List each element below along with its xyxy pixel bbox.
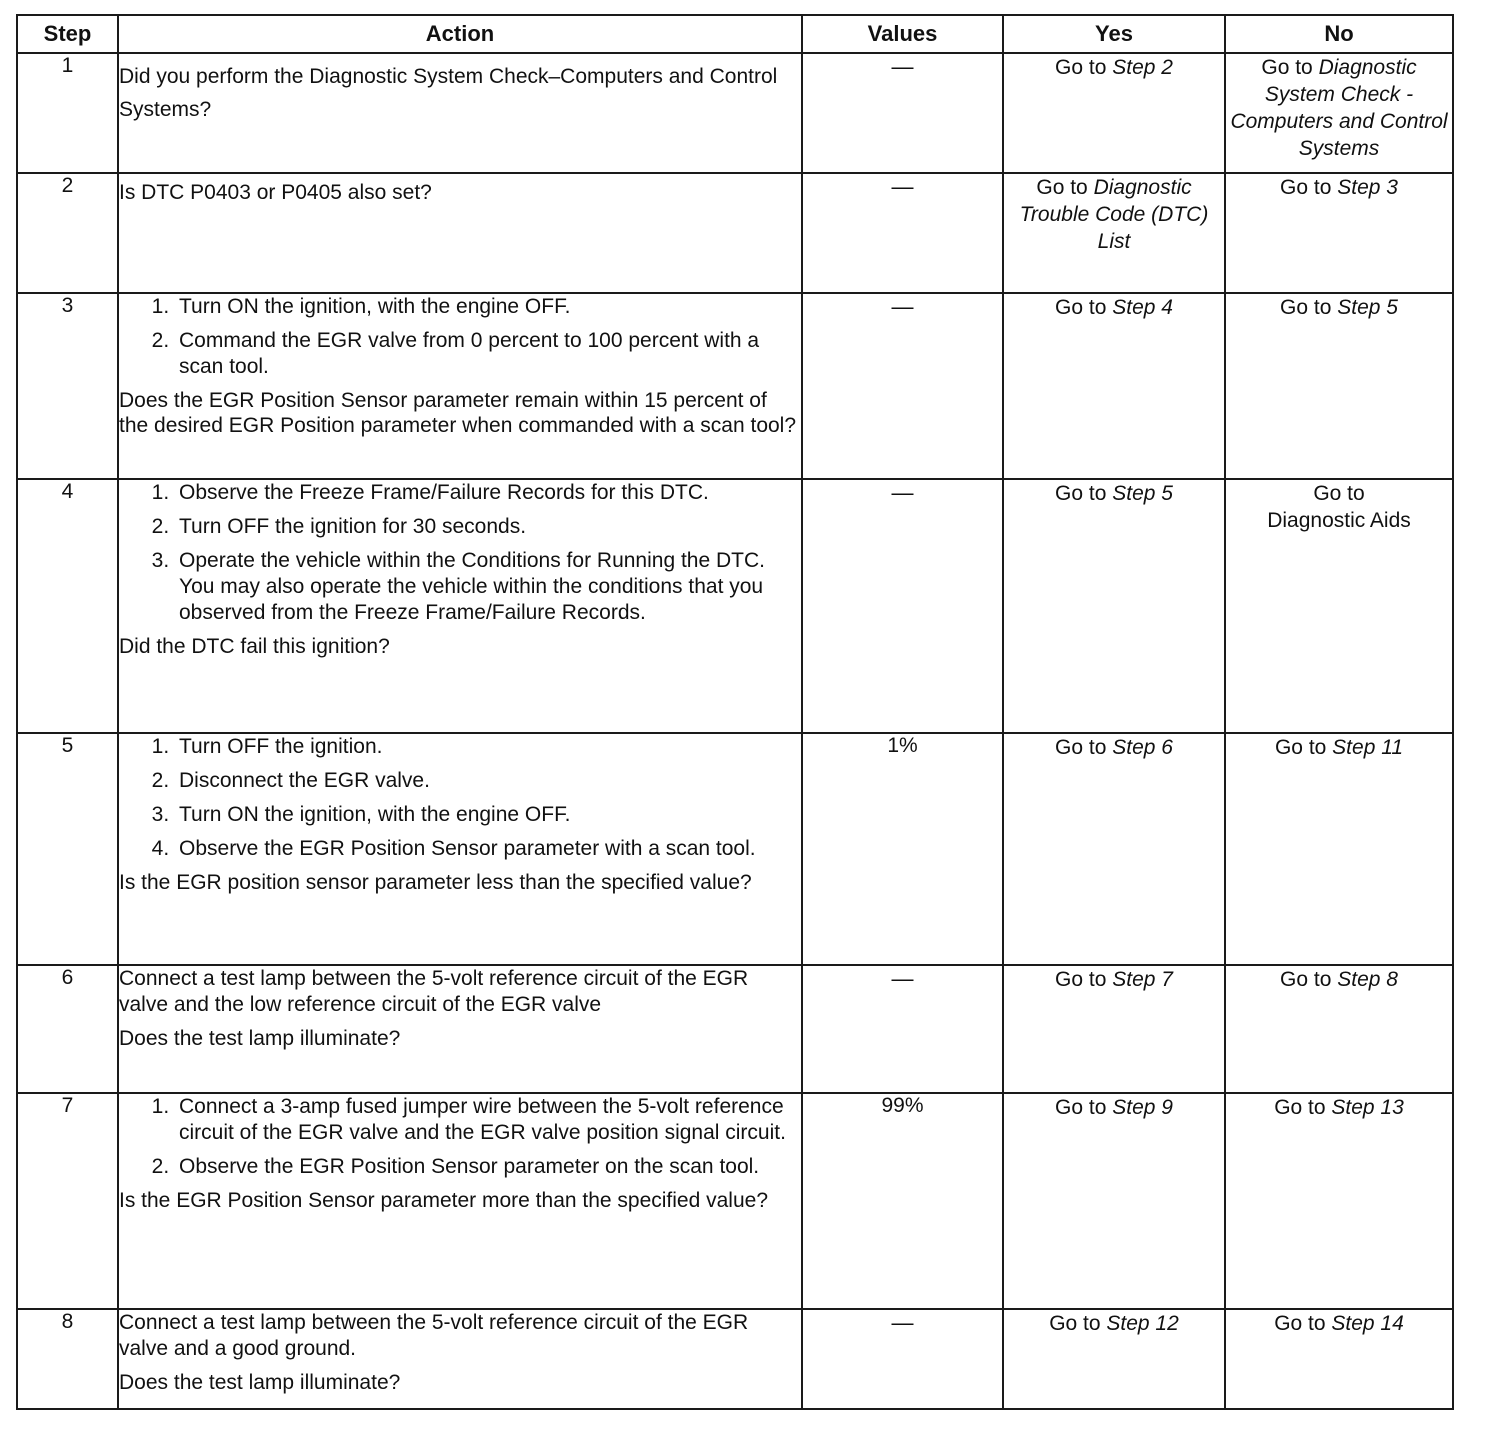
yes-ref: Step 2 — [1112, 56, 1173, 79]
action-steps — [119, 294, 801, 380]
action-cell — [118, 1309, 802, 1409]
action-steps — [119, 734, 801, 862]
yes-prefix: Go to — [1055, 1096, 1113, 1119]
no-cell — [1225, 293, 1453, 479]
yes-cell — [1003, 173, 1225, 293]
table-row — [17, 173, 1453, 293]
table-row — [17, 479, 1453, 733]
step-number: 1 — [17, 53, 118, 173]
table-row — [17, 733, 1453, 965]
no-ref: Step 5 — [1337, 296, 1398, 319]
table-row — [17, 293, 1453, 479]
header-values: Values — [802, 15, 1003, 53]
action-step: 2. Observe the EGR Position Sensor parameter on the scan tool. — [175, 1154, 801, 1180]
no-ref: Step 13 — [1331, 1096, 1404, 1119]
value-cell — [802, 1093, 1003, 1309]
action-step: 2. Turn OFF the ignition for 30 seconds. — [175, 514, 801, 540]
action-step: 1. Connect a 3-amp fused jumper wire between the 5-volt reference circuit of the EGR valve and the EGR valve position signal circuit. — [175, 1094, 801, 1146]
no-prefix: Go to — [1274, 1312, 1332, 1335]
action-question: Is the EGR Position Sensor parameter more than the specified value? — [119, 1189, 769, 1212]
header-action: Action — [118, 15, 802, 53]
no-prefix: Go to — [1313, 482, 1365, 505]
header-yes: Yes — [1003, 15, 1225, 53]
action-step: 3. Operate the vehicle within the Conditions for Running the DTC. You may also operate the vehicle within the conditions that you observed from the Freeze Frame/Failure Records. — [175, 548, 801, 626]
action-steps — [119, 1094, 801, 1180]
action-cell — [118, 53, 802, 173]
no-prefix: Go to — [1274, 1096, 1332, 1119]
value-text: — — [891, 966, 914, 991]
no-cell — [1225, 965, 1453, 1093]
yes-cell — [1003, 53, 1225, 173]
action-cell — [118, 479, 802, 733]
action-cell — [118, 173, 802, 293]
table-row — [17, 53, 1453, 173]
yes-prefix: Go to — [1036, 176, 1094, 199]
action-text: Did you perform the Diagnostic System Check–Computers and Control Systems? — [119, 65, 778, 121]
yes-prefix: Go to — [1049, 1312, 1107, 1335]
step-number: 7 — [17, 1093, 118, 1309]
table-row — [17, 965, 1453, 1093]
value-text: — — [891, 174, 914, 199]
no-prefix: Go to — [1280, 176, 1338, 199]
action-cell — [118, 293, 802, 479]
step-number: 2 — [17, 173, 118, 293]
action-cell — [118, 733, 802, 965]
value-text: 1% — [887, 734, 918, 757]
yes-cell — [1003, 1093, 1225, 1309]
value-cell — [802, 53, 1003, 173]
action-steps — [119, 480, 801, 626]
no-prefix: Go to — [1261, 56, 1319, 79]
no-prefix: Go to — [1280, 968, 1338, 991]
yes-prefix: Go to — [1055, 736, 1113, 759]
yes-ref: Step 12 — [1106, 1312, 1179, 1335]
action-step: 1. Turn OFF the ignition. — [175, 734, 801, 760]
yes-prefix: Go to — [1055, 968, 1113, 991]
value-cell — [802, 965, 1003, 1093]
no-ref: Step 8 — [1337, 968, 1398, 991]
yes-cell — [1003, 733, 1225, 965]
step-number: 6 — [17, 965, 118, 1093]
diagnostic-table — [16, 14, 1454, 1410]
no-cell — [1225, 733, 1453, 965]
no-prefix: Go to — [1280, 296, 1338, 319]
yes-ref: Diagnostic Trouble Code (DTC) List — [1019, 176, 1209, 253]
yes-cell — [1003, 1309, 1225, 1409]
yes-ref: Step 7 — [1112, 968, 1173, 991]
action-text: Connect a test lamp between the 5-volt reference circuit of the EGR valve and a good ground. — [119, 1311, 749, 1360]
step-number: 4 — [17, 479, 118, 733]
value-cell — [802, 733, 1003, 965]
yes-ref: Step 9 — [1112, 1096, 1173, 1119]
yes-cell — [1003, 479, 1225, 733]
action-step: 1. Observe the Freeze Frame/Failure Records for this DTC. — [175, 480, 801, 506]
no-ref: Diagnostic System Check - Computers and Control Systems — [1230, 56, 1448, 160]
yes-prefix: Go to — [1055, 296, 1113, 319]
table-row — [17, 1093, 1453, 1309]
no-prefix: Go to — [1274, 736, 1333, 759]
no-cell — [1225, 479, 1453, 733]
yes-prefix: Go to — [1055, 56, 1113, 79]
no-cell — [1225, 173, 1453, 293]
action-step: 2. Disconnect the EGR valve. — [175, 768, 801, 794]
action-step: 1. Turn ON the ignition, with the engine OFF. — [175, 294, 801, 320]
no-ref: Step 11 — [1332, 736, 1404, 759]
step-number: 5 — [17, 733, 118, 965]
header-no: No — [1225, 15, 1453, 53]
value-text: 99% — [881, 1094, 924, 1117]
value-cell — [802, 1309, 1003, 1409]
action-cell — [118, 965, 802, 1093]
yes-cell — [1003, 293, 1225, 479]
action-step: 3. Turn ON the ignition, with the engine OFF. — [175, 802, 801, 828]
value-cell — [802, 479, 1003, 733]
diagnostic-table-page — [16, 14, 1452, 1410]
value-text: — — [891, 54, 914, 79]
action-step: 2. Command the EGR valve from 0 percent to 100 percent with a scan tool. — [175, 328, 801, 380]
header-row — [17, 15, 1453, 53]
value-cell — [802, 173, 1003, 293]
table-row — [17, 1309, 1453, 1409]
value-text: — — [891, 1310, 914, 1335]
no-cell — [1225, 1309, 1453, 1409]
header-step: Step — [17, 15, 118, 53]
yes-prefix: Go to — [1055, 482, 1113, 505]
yes-ref: Step 4 — [1112, 296, 1173, 319]
action-question: Does the test lamp illuminate? — [119, 1027, 401, 1050]
no-cell — [1225, 1093, 1453, 1309]
no-ref: Step 3 — [1337, 176, 1398, 199]
action-question: Is the EGR position sensor parameter less than the specified value? — [119, 871, 752, 894]
action-text: Is DTC P0403 or P0405 also set? — [119, 181, 432, 204]
yes-cell — [1003, 965, 1225, 1093]
action-question: Does the EGR Position Sensor parameter remain within 15 percent of the desired EGR Position parameter when commanded with a scan tool? — [119, 389, 797, 437]
step-number: 3 — [17, 293, 118, 479]
action-text: Connect a test lamp between the 5-volt reference circuit of the EGR valve and the low reference circuit of the EGR valve — [119, 967, 749, 1016]
no-ref: Diagnostic Aids — [1267, 509, 1411, 532]
action-question: Does the test lamp illuminate? — [119, 1371, 401, 1394]
value-text: — — [891, 294, 914, 319]
no-cell — [1225, 53, 1453, 173]
action-question: Did the DTC fail this ignition? — [119, 635, 390, 658]
yes-ref: Step 5 — [1112, 482, 1173, 505]
yes-ref: Step 6 — [1112, 736, 1173, 759]
action-cell — [118, 1093, 802, 1309]
value-cell — [802, 293, 1003, 479]
step-number: 8 — [17, 1309, 118, 1409]
action-step: 4. Observe the EGR Position Sensor parameter with a scan tool. — [175, 836, 801, 862]
value-text: — — [891, 480, 914, 505]
no-ref: Step 14 — [1331, 1312, 1404, 1335]
